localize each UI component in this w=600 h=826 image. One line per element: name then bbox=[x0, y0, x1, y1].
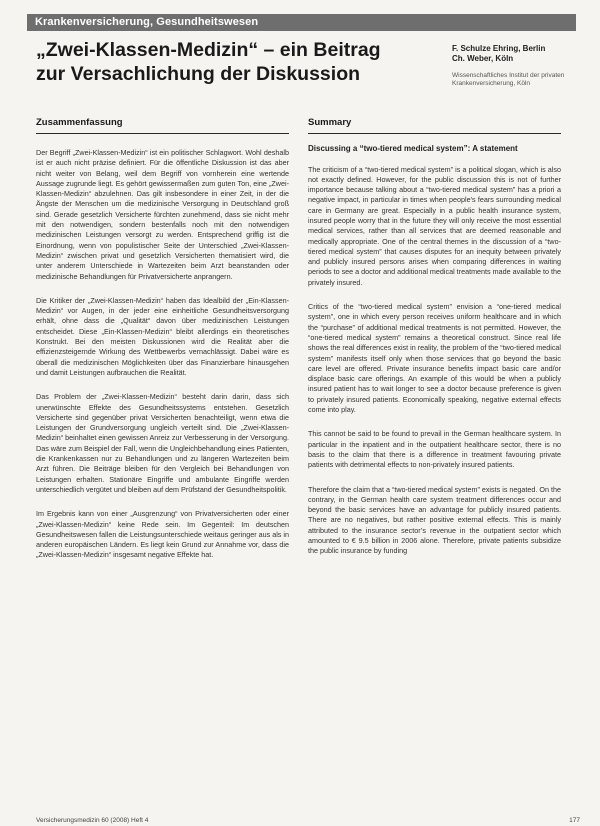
heading-rule bbox=[36, 133, 289, 134]
summary-paragraph: This cannot be said to be found to prevail in the German healthcare system. In particular in the inpatient and in the outpatient healthcare sector, there is no basis to the claim that there is a difference in treatment favouring private patients with detrimental effects to non-privately insured patients. bbox=[308, 429, 561, 470]
section-rubric bbox=[27, 14, 576, 31]
summary-paragraph: Critics of the “two-tiered medical system” envision a “one-tiered medical system”, one in which every person receives uniform healthcare and in which the “purchase” of additional medical treatments is not permitted. However, the “one-tiered medical system” remains a theoretical construct. Since real life shows the real differences exist in reality, the problem of the “two-tiered medical system” manifests itself only when those services that go beyond the basic care level are offered. Private insurance benefits impact basic care and/or displace basic care offerings. An example of this would be when a publicly insured patient has to wait longer to see a doctor because preference is given to privately insured patients. Economically speaking, negative external effects come into play. bbox=[308, 302, 562, 415]
abstract-heading: Zusammenfassung bbox=[36, 117, 123, 128]
author-line-2: Ch. Weber, Köln bbox=[452, 54, 514, 63]
title-line-2: zur Versachlichung der Diskussion bbox=[36, 63, 361, 85]
author-list bbox=[452, 44, 582, 64]
page-number: 177 bbox=[569, 817, 580, 824]
affiliation-line-1: Wissenschaftliches Institut der privaten bbox=[452, 72, 565, 79]
journal-citation: Versicherungsmedizin 60 (2008) Heft 4 bbox=[36, 817, 149, 824]
german-abstract-column bbox=[36, 117, 289, 561]
summary-heading: Summary bbox=[308, 117, 352, 128]
summary-subtitle: Discussing a “two-tiered medical system”: A statement bbox=[308, 144, 518, 153]
title-line-1: „Zwei-Klassen-Medizin“ – ein Beitrag bbox=[36, 39, 381, 61]
rubric-label: Krankenversicherung, Gesundheitswesen bbox=[35, 16, 259, 28]
abstract-paragraph: Die Kritiker der „Zwei-Klassen-Medizin“ haben das Idealbild der „Ein-Klassen-Medizin“ vor Augen, in der jeder eine einheitliche Gesundheitsversorgung erhält, ohne dass die „Qualität“ davon über medizinischen Leistungen entscheidet. Diese „Ein-Klassen-Medizin“ bleibt allerdings ein theoretisches Konstrukt. Bei den meisten Diskussionen wird die Realität aber die effizienzsteigernde Wirkung des Wettbewerbs vernachlässigt. Dabei wäre es überall die medizinischen Möglichkeiten über das Finanzierbare hinausgehen und damit Leistungen aufbrauchen die Realität. bbox=[36, 295, 289, 377]
abstract-paragraph: Im Ergebnis kann von einer „Ausgrenzung“ von Privatversicherten oder einer „Zwei-Klassen-Medizin“ keine Rede sein. Im Gegenteil: Im deutschen Gesundheitswesen fallen die Leistungsunterschiede weitaus geringer aus als in anderen europäischen Ländern. Es liegt kein Grund zur Annahme vor, dass die „Zwei-Klassen-Medizin“ insgesamt negative Effekte hat. bbox=[36, 509, 289, 560]
english-summary-column bbox=[308, 117, 561, 557]
author-affiliation bbox=[452, 72, 582, 88]
abstract-paragraph: Der Begriff „Zwei-Klassen-Medizin“ ist ein politischer Schlagwort. Wohl deshalb ist er auch nicht präzise definiert. Für die öffentliche Diskussion ist das aber nicht weiter von Belang, weil dem Begriff von vornherein eine wertende Aussage zugrunde liegt. Es gehört gewissermaßen zum guten Ton, eine „Zwei-Klassen-Medizin“ abzulehnen. Das gilt insbesondere in einer Zeit, in der die Ängste der Menschen um die medizinische Versorgung in Deutschland groß sind. Gerade gesetzlich Versicherte fürchten zunehmend, dass sie nicht mehr mit den notwendigen, sondern bestenfalls noch mit den notwendigen medizinischen Leistungen versorgt zu werden. Entsprechend griffig ist die Einordnung, wenn von populistischer Seite der Unterschied „Zwei-Klassen-Medizin“ zwischen privat und gesetzlich Versicherten thematisiert wird, die unter anderem Unterschiede in Wartezeiten beim Arzt beanstanden oder medizinische Behandlungen für Privatversicherte anprangern. bbox=[36, 148, 289, 281]
summary-paragraph: Therefore the claim that a “two-tiered medical system” exists is negated. On the contrary, in the German health care system treatment differences occur and beyond the basic services have an advantage for publicly insured patients. There are no negatives, but rather positive external effects. This is mainly attributed to the insurance sector’s revenue in the outpatient sector which amounted to € 9.5 billion in 2006 alone. Therefore, private patients subsidize the public insurance by funding bbox=[308, 484, 561, 556]
abstract-paragraph: Das Problem der „Zwei-Klassen-Medizin“ besteht darin darin, dass sich unerwünschte Effekte des Gesundheitssystems entstehen. Gesetzlich Versicherte sind gegenüber privat Versicherten benachteiligt, wenn etwa die Leistungen der Grundversorgung ungleich verteilt sind. Die „Zwei-Klassen-Medizin“ beinhaltet einen gewissen Anreiz zur Verbesserung in der Versorgung. Das wäre zum Beispiel der Fall, wenn die Ungleichbehandlung eines Patienten, die Krankenkassen nur zu Behandlungen und zu längeren Wartezeiten beim Arzt führen. Die Beiträge bleiben für den Vergleich bei Behandlungen von Leistungen erhalten. Stationäre Eingriffe und ambulante Eingriffe werden unterschiedlich vergütet und bleiben auf dem Prüfstand der Gesundheitspolitik. bbox=[36, 392, 289, 494]
heading-rule bbox=[308, 133, 561, 134]
affiliation-line-2: Krankenversicherung, Köln bbox=[452, 80, 531, 87]
author-line-1: F. Schulze Ehring, Berlin bbox=[452, 44, 546, 53]
article-title bbox=[36, 38, 446, 86]
page-footer bbox=[36, 817, 580, 826]
summary-paragraph: The criticism of a “two-tiered medical system” is a political slogan, which is also not exactly defined. However, for the public discussion this is not of further importance because talking about a “two-tiered medical system” has a priori a negative impact, in particular in times when people’s fears surrounding medical care in Germany are great. Especially in a public health insurance system, insured people worry that in the future they will only receive the most essential medical services, rather than all services that are deemed reasonable and medically appropriate. One of the central themes in the discussion of a “two-tiered medical system” that causes disputes for an inequity between privately and publicly insured persons arises when comparing differences in waiting periods to see a doctor and additional medical treatments made available to the privately insured. bbox=[308, 164, 561, 287]
